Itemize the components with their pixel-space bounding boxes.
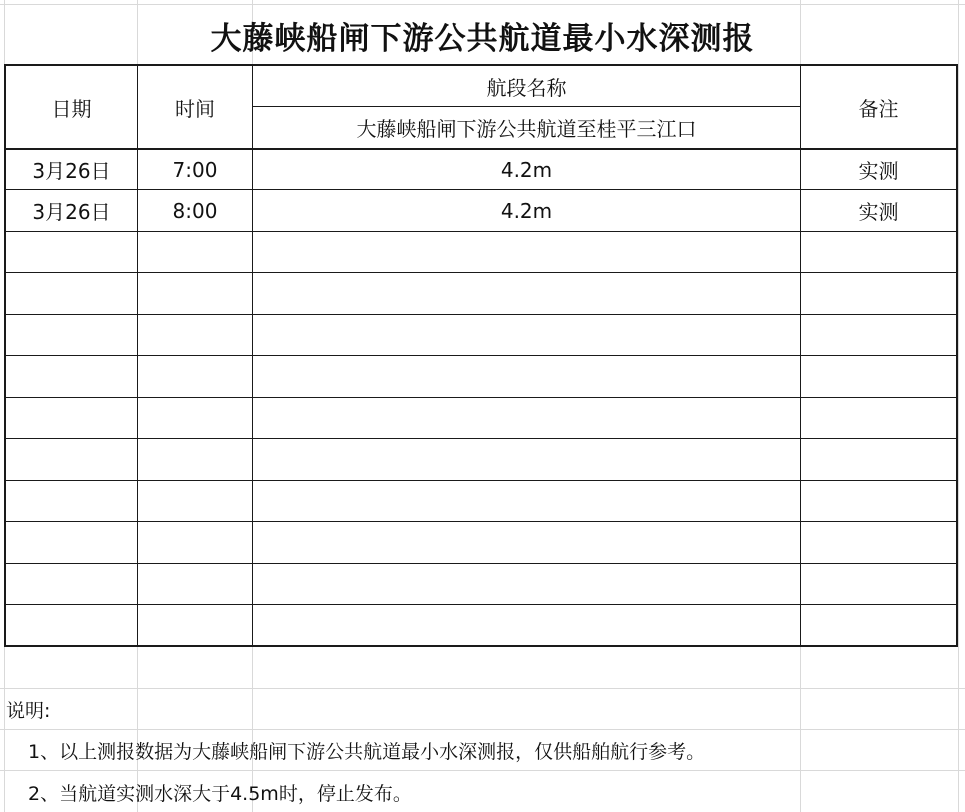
header-segment: 大藤峡船闸下游公共航道至桂平三江口 bbox=[356, 117, 697, 141]
note-line-2: 2、当航道实测水深大于4.5m时，停止发布。 bbox=[28, 782, 412, 805]
header-segment-group: 航段名称 bbox=[486, 75, 567, 100]
header-date: 日期 bbox=[51, 96, 92, 121]
row-time: 8:00 bbox=[172, 198, 218, 223]
row-remark: 实测 bbox=[858, 159, 899, 183]
row-date: 3月26日 bbox=[32, 200, 111, 224]
header-remark: 备注 bbox=[858, 96, 899, 121]
notes-heading: 说明: bbox=[6, 699, 51, 722]
row-remark: 实测 bbox=[858, 200, 899, 224]
row-time: 7:00 bbox=[172, 157, 218, 182]
depth-report-table bbox=[4, 64, 958, 647]
note-line-1: 1、以上测报数据为大藤峡船闸下游公共航道最小水深测报，仅供船舶航行参考。 bbox=[28, 740, 706, 763]
row-date: 3月26日 bbox=[32, 159, 111, 183]
report-title: 大藤峡船闸下游公共航道最小水深测报 bbox=[210, 20, 755, 57]
row-depth: 4.2m bbox=[500, 198, 553, 223]
row-depth: 4.2m bbox=[500, 157, 553, 182]
header-time: 时间 bbox=[175, 96, 215, 121]
